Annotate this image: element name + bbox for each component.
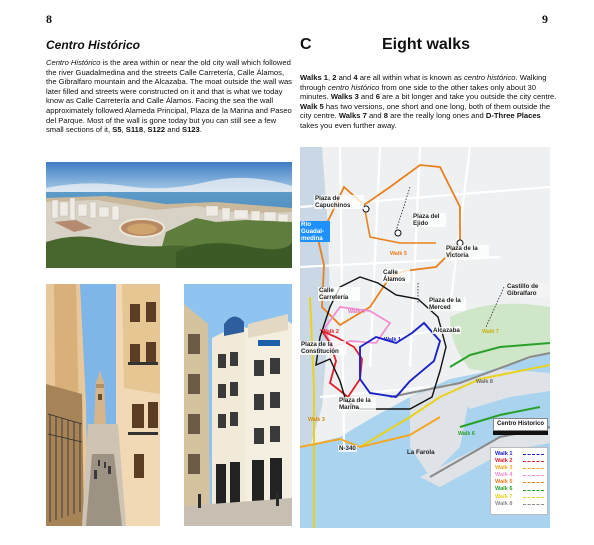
legend-item (495, 465, 544, 472)
walk-label-5: Walk 5 (390, 251, 407, 257)
paragraph-run: D-Three Places (485, 111, 541, 121)
paragraph-run: Walks 1 (300, 73, 328, 82)
legend-label: Walk 5 (495, 479, 513, 486)
label-plaza-victoria: Plaza de la Victoria (445, 245, 489, 259)
label-calle-carreteria: Calle Carretería (318, 287, 360, 301)
paragraph-run: S123 (182, 125, 200, 135)
paragraph-run: are a bit longer and take you outside the city centre. (379, 92, 557, 102)
legend-line-swatch (523, 504, 544, 505)
label-centro-historico-box: Centro Historico (493, 418, 548, 431)
legend-label: Walk 6 (495, 486, 513, 493)
paragraph-run: S118 (125, 125, 144, 135)
paragraph-run: S5 (112, 125, 122, 135)
paragraph-run: 8 (383, 111, 388, 121)
legend-label: Walk 2 (495, 458, 513, 465)
label-plaza-capuchinos: Plaza de Capuchinos (314, 195, 364, 209)
walk-label-8: Walk 8 (476, 379, 493, 385)
paragraph-run: 2 (332, 73, 337, 82)
legend-label: Walk 7 (495, 493, 513, 500)
legend-item (495, 458, 544, 465)
walk-label-7: Walk 7 (482, 329, 499, 335)
label-plaza-constitucion: Plaza de la Constitución (300, 341, 346, 355)
legend-label: Walk 8 (495, 500, 513, 507)
paragraph-run: and (336, 73, 354, 82)
centro-historico-bar (493, 431, 548, 435)
label-n340: N-340 (339, 445, 356, 452)
paragraph-run: are all within what is known as (357, 73, 464, 82)
section-heading-centro-historico: Centro Histórico (46, 38, 141, 52)
legend-line-swatch (523, 475, 544, 476)
paragraph-run: and (358, 92, 376, 102)
paragraph-run: S122 (147, 125, 166, 135)
legend-label: Walk 1 (495, 451, 513, 457)
paragraph-run: has two versions, one short and one long, both of them outside the city centre. (300, 101, 551, 121)
centro-historico-paragraph (46, 58, 292, 135)
paragraph-run: from one side to the other takes only about 30 minutes. (300, 82, 536, 102)
walks-legend (490, 447, 548, 515)
legend-line-swatch (523, 468, 544, 469)
paragraph-run: Centro Histórico (46, 58, 101, 67)
legend-item (495, 479, 544, 486)
legend-item (495, 451, 544, 458)
paragraph-run: takes you even further away. (300, 120, 397, 130)
walk-label-2: Walk 2 (322, 329, 339, 335)
legend-item (495, 494, 544, 501)
paragraph-run: is the area within or near the old city wall which followed the river Guadalmedina and the streets Calle Carretería, Calle Álamos, the Gibralfaro mountain and the Alcazaba. The moat outside the wall was later filled and streets were constructed on it and that is what we today know as Calle Carretería and Calle Álamos. Facing the sea the wall approximately followed Alameda Principal, Plaza de la Marina and Paseo del Parque. Most of the wall is gone today but you can still see a few small sections of it, (46, 58, 292, 135)
label-castillo-gibralfaro: Castillo de Gibralfaro (506, 283, 550, 297)
legend-line-swatch (523, 490, 544, 491)
paragraph-run: 6 (375, 92, 380, 102)
paragraph-run: , (121, 125, 126, 135)
legend-item (495, 472, 544, 479)
label-alcazaba: Alcazaba (433, 327, 460, 334)
legend-item (495, 501, 544, 508)
legend-line-swatch (523, 461, 544, 462)
paragraph-run: . (199, 125, 202, 135)
page-number-left: 8 (46, 12, 52, 26)
legend-line-swatch (523, 454, 544, 455)
paragraph-run: Walk 5 (300, 101, 324, 111)
walk-label-4: Walk 4 (348, 309, 365, 315)
paragraph-run: centro histórico (327, 82, 380, 92)
label-plaza-marina: Plaza de la Marina (338, 397, 376, 411)
cathedral-street-photo (46, 284, 160, 526)
label-rio-guadalmedina: Río Guadal-medina (300, 221, 330, 242)
bank-building-photo (184, 284, 292, 526)
paragraph-run: . Walking through (300, 73, 547, 92)
paragraph-run: , (328, 73, 333, 82)
page-number-right: 9 (542, 12, 548, 26)
walk-label-3: Walk 3 (308, 417, 325, 423)
eight-walks-paragraph (300, 73, 558, 131)
label-la-farola: La Farola (407, 449, 435, 456)
label-plaza-ejido: Plaza del Ejido (412, 213, 446, 227)
section-letter: C (300, 36, 312, 53)
paragraph-run: Walks 3 (330, 92, 359, 102)
paragraph-run: , (143, 125, 148, 135)
paragraph-run: centro histórico (463, 73, 516, 82)
section-title-eight-walks: Eight walks (382, 36, 471, 53)
paragraph-run: 4 (353, 73, 358, 82)
legend-label: Walk 3 (495, 465, 513, 472)
paragraph-run: are the really long ones and (387, 111, 486, 121)
malaga-panorama-photo (46, 162, 292, 268)
legend-label: Walk 4 (495, 472, 513, 479)
label-calle-alamos: Calle Álamos (382, 269, 410, 283)
legend-line-swatch (523, 497, 544, 498)
legend-line-swatch (523, 482, 544, 483)
legend-item (495, 486, 544, 493)
paragraph-run: and (366, 111, 384, 121)
label-plaza-merced: Plaza de la Merced (428, 297, 466, 311)
walk-label-1: Walk 1 (384, 337, 401, 343)
paragraph-run: Walks 7 (338, 111, 367, 121)
paragraph-run: and (165, 125, 182, 135)
walk-label-6: Walk 6 (458, 431, 475, 437)
